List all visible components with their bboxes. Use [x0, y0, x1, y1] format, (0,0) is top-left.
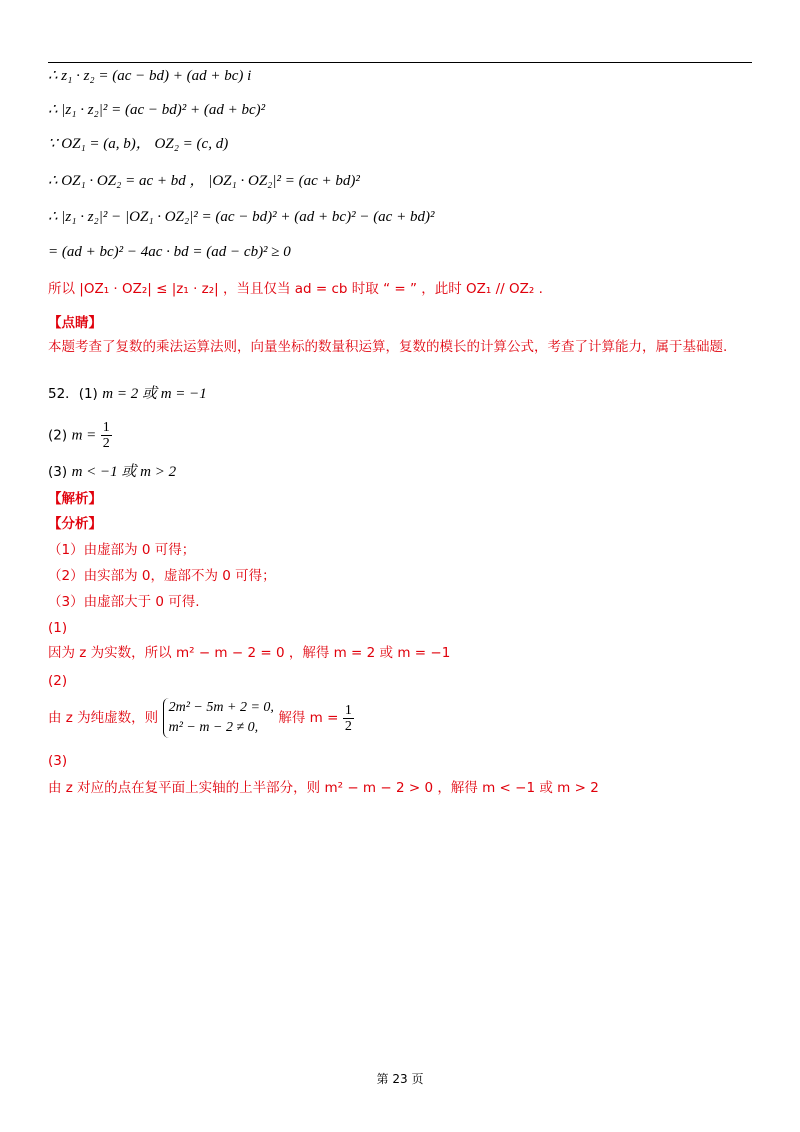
- fenxi-step-1: （1）由虚部为 0 可得；: [48, 542, 196, 558]
- question-number: 52．: [48, 386, 79, 402]
- ans1-value: m = 2 或 m = −1: [102, 386, 207, 402]
- ans2-numerator: 1: [102, 420, 110, 435]
- ans3-label: (3): [48, 464, 68, 480]
- math-line-3: ∵ OZ₁ = (a, b)， OZ₂ = (c, d): [48, 136, 229, 152]
- math-line-6: = (ad + bc)² − 4ac · bd = (ad − cb)² ≥ 0: [48, 244, 291, 260]
- part2-fraction: [343, 703, 354, 734]
- part2-post: 解得 m =: [278, 710, 339, 726]
- equation-system: [163, 698, 274, 738]
- dianjing-text: 本题考查了复数的乘法运算法则，向量坐标的数量积运算，复数的模长的计算公式，考查了计算能力，属于基础题.: [48, 339, 728, 355]
- conclusion-line: 所以 |OZ₁ · OZ₂| ≤ |z₁ · z₂| ，当且仅当 ad = cb 时取 “ = ” ，此时 OZ₁ // OZ₂ .: [48, 281, 543, 297]
- system-eq-1: 2m² − 5m + 2 = 0,: [168, 700, 274, 715]
- ans2-fraction: [101, 420, 112, 451]
- part3-text: 由 z 对应的点在复平面上实轴的上半部分，则 m² − m − 2 > 0 ，解得 m < −1 或 m > 2: [48, 780, 599, 796]
- q52-answer-2: [48, 420, 112, 451]
- q52-answer-3: [48, 463, 176, 481]
- jiexi-header: 【解析】: [48, 491, 102, 507]
- math-line-2: ∴ |z₁ · z₂|² = (ac − bd)² + (ad + bc)²: [48, 102, 266, 118]
- math-line-5: ∴ |z₁ · z₂|² − |OZ₁ · OZ₂|² = (ac − bd)² + (ad + bc)² − (ac + bd)²: [48, 209, 435, 225]
- page-number: 第 23 页: [376, 1072, 424, 1086]
- q52-answer-1: [48, 385, 207, 403]
- part2-pre: 由 z 为纯虚数，则: [48, 710, 159, 726]
- part2-numerator: 1: [344, 702, 352, 718]
- dianjing-header: 【点睛】: [48, 315, 102, 331]
- ans2-denominator: 2: [102, 436, 110, 451]
- math-line-1: ∴ z₁ · z₂ = (ac − bd) + (ad + bc) i: [48, 68, 252, 84]
- ans1-label: (1): [78, 386, 98, 402]
- part2-line: [48, 698, 354, 738]
- part3-label: (3): [48, 753, 68, 769]
- fenxi-step-2: （2）由实部为 0，虚部不为 0 可得；: [48, 568, 276, 584]
- math-line-4: ∴ OZ₁ · OZ₂ = ac + bd ， |OZ₁ · OZ₂|² = (ac + bd)²: [48, 173, 360, 189]
- system-eq-2: m² − m − 2 ≠ 0,: [168, 720, 259, 735]
- part2-denominator: 2: [344, 718, 352, 734]
- part1-label: (1): [48, 620, 68, 636]
- fenxi-header: 【分析】: [48, 516, 102, 532]
- part1-text: 因为 z 为实数，所以 m² − m − 2 = 0 ，解得 m = 2 或 m = −1: [48, 645, 451, 661]
- fenxi-step-3: （3）由虚部大于 0 可得.: [48, 594, 200, 610]
- ans2-label: (2): [48, 427, 68, 444]
- ans3-value: m < −1 或 m > 2: [71, 464, 177, 480]
- ans2-lhs: m =: [71, 427, 97, 444]
- part2-label: (2): [48, 673, 68, 689]
- top-rule: [48, 62, 752, 63]
